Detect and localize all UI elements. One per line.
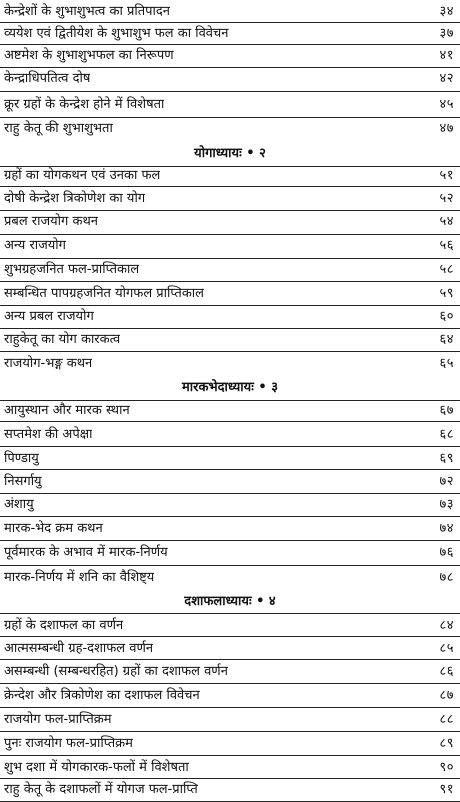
toc-entry bbox=[0, 352, 460, 376]
toc-entry-title: ग्रहों का योगकथन एवं उनका फल bbox=[4, 168, 161, 183]
toc-entry-title: पिण्डायु bbox=[4, 451, 39, 466]
toc-entry-page: ४२ bbox=[439, 71, 454, 86]
toc-entry-title: पुनः राजयोग फल-प्राप्तिक्रम bbox=[4, 736, 133, 751]
toc-entry bbox=[0, 566, 460, 590]
toc-entry-title: मारक-भेद क्रम कथन bbox=[4, 521, 103, 536]
toc-entry-page: ९० bbox=[439, 760, 454, 775]
toc-entry-page: ४७ bbox=[439, 121, 454, 136]
toc-entry-title: प्रबल राजयोग कथन bbox=[4, 214, 98, 229]
toc-entry-page: ७८ bbox=[439, 570, 454, 585]
toc-entry-page: ९१ bbox=[439, 782, 454, 797]
toc-entry bbox=[0, 234, 460, 258]
toc-entry bbox=[0, 187, 460, 211]
toc-entry-page: ८९ bbox=[439, 736, 454, 751]
toc-entry-title: सप्तमेश की अपेक्षा bbox=[4, 427, 93, 442]
toc-entry bbox=[0, 282, 460, 306]
toc-entry-title: शुभ दशा में योगकारक-फलों में विशेषता bbox=[4, 760, 189, 775]
toc-entry-title: अन्य राजयोग bbox=[4, 238, 66, 253]
toc-entry-page: ५६ bbox=[439, 238, 454, 253]
toc-entry bbox=[0, 210, 460, 234]
toc-entry-page: ६७ bbox=[439, 403, 454, 418]
toc-entry-title: आत्मसम्बन्धी ग्रह-दशाफल वर्णन bbox=[4, 641, 154, 656]
toc-entry-page: ८७ bbox=[439, 688, 454, 703]
toc-entry-title: शुभग्रहजनित फल-प्राप्तिकाल bbox=[4, 262, 140, 277]
toc-entry-title: क्रेन्देश और त्रिकोणेश का दशाफल विवेचन bbox=[4, 688, 200, 703]
divider bbox=[0, 421, 460, 422]
toc-entry bbox=[0, 258, 460, 282]
toc-entry-page: ३७ bbox=[439, 26, 454, 41]
toc-entry-title: राहुकेतू का योग कारकत्व bbox=[4, 332, 121, 347]
toc-entry-page: ५१ bbox=[439, 168, 454, 183]
toc-entry-page: ८८ bbox=[439, 712, 454, 727]
toc-entry-page: ६४ bbox=[439, 332, 454, 347]
toc-entry-title: असम्बन्धी (सम्बन्धरहित) ग्रहों का दशाफल वर्णन bbox=[4, 664, 228, 679]
toc-entry-page: ५४ bbox=[439, 214, 454, 229]
chapter-heading: योगाध्यायः • २ bbox=[194, 146, 266, 161]
toc-entry-page: ७६ bbox=[439, 545, 454, 560]
toc-entry-page: ७२ bbox=[439, 474, 454, 489]
toc-entry bbox=[0, 778, 460, 802]
toc-entry bbox=[0, 423, 460, 447]
toc-entry-page: ४५ bbox=[439, 97, 454, 112]
toc-entry-title: मारक-निर्णय में शनि का वैशिष्ट्य bbox=[4, 570, 155, 585]
toc-entry-title: ग्रहों के दशाफल का वर्णन bbox=[4, 618, 124, 633]
toc-entry-title: राहु केतू के दशाफलों में योगज फल-प्राप्ति bbox=[4, 782, 198, 797]
toc-entry-page: ६९ bbox=[439, 451, 454, 466]
toc-entry-title: अष्टमेश के शुभाशुभफल का निरूपण bbox=[4, 48, 174, 63]
toc-entry-title: केन्द्रेशों के शुभाशुभत्व का प्रतिपादन bbox=[4, 4, 171, 19]
toc-entry-page: ५८ bbox=[439, 262, 454, 277]
toc-entry bbox=[0, 328, 460, 352]
toc-entry bbox=[0, 732, 460, 756]
toc-entry bbox=[0, 93, 460, 117]
toc-entry-page: ६५ bbox=[439, 356, 454, 371]
toc-entry-page: ८४ bbox=[439, 618, 454, 633]
divider bbox=[0, 91, 460, 92]
toc-entry-title: अंशायु bbox=[4, 497, 34, 512]
toc-entry-title: अन्य प्रबल राजयोग bbox=[4, 309, 94, 324]
toc-entry-title: केन्द्राधिपतित्व दोष bbox=[4, 71, 91, 86]
toc-entry-page: ६८ bbox=[439, 427, 454, 442]
toc-entry bbox=[0, 684, 460, 708]
toc-entry-title: राजयोग-भङ्ग कथन bbox=[4, 356, 93, 371]
toc-entry-title: राहु केतू की शुभाशुभता bbox=[4, 121, 113, 136]
toc-entry-title: दोषी केन्द्रेश त्रिकोणेश का योग bbox=[4, 191, 146, 206]
toc-entry bbox=[0, 756, 460, 780]
toc-entry bbox=[0, 117, 460, 141]
toc-entry-title: पूर्वमारक के अभाव में मारक-निर्णय bbox=[4, 545, 168, 560]
toc-entry-page: ३४ bbox=[439, 4, 454, 19]
toc-entry bbox=[0, 399, 460, 423]
chapter-heading: मारकभेदाध्यायः • ३ bbox=[182, 380, 278, 395]
toc-entry-page: ७३ bbox=[439, 497, 454, 512]
toc-entry bbox=[0, 637, 460, 661]
toc-entry-title: राजयोग फल-प्राप्तिक्रम bbox=[4, 712, 112, 727]
toc-entry bbox=[0, 493, 460, 517]
toc-entry bbox=[0, 517, 460, 541]
toc-entry bbox=[0, 708, 460, 732]
chapter-heading: दशाफलाध्यायः • ४ bbox=[184, 594, 276, 609]
toc-entry bbox=[0, 660, 460, 684]
toc-entry bbox=[0, 447, 460, 471]
toc-entry-title: क्रूर ग्रहों के केन्द्रेश होने में विशेषता bbox=[4, 97, 165, 112]
toc-entry bbox=[0, 44, 460, 68]
toc-entry-page: ८६ bbox=[439, 664, 454, 679]
toc-entry-page: ८५ bbox=[439, 641, 454, 656]
toc-entry bbox=[0, 614, 460, 638]
toc-entry-page: ६० bbox=[439, 309, 454, 324]
toc-entry bbox=[0, 541, 460, 565]
toc-entry-title: व्ययेश एवं द्वितीयेश के शुभाशुभ फल का विवेचन bbox=[4, 26, 229, 41]
toc-entry-title: सम्बन्धित पापग्रहजनित योगफल प्राप्तिकाल bbox=[4, 286, 204, 301]
toc-entry bbox=[0, 470, 460, 494]
toc-entry bbox=[0, 164, 460, 188]
toc-entry-page: ५२ bbox=[439, 191, 454, 206]
toc-entry-page: ४१ bbox=[439, 48, 454, 63]
toc-entry-title: आयुस्थान और मारक स्थान bbox=[4, 403, 130, 418]
toc-entry-page: ७४ bbox=[439, 521, 454, 536]
toc-entry-page: ५९ bbox=[439, 286, 454, 301]
toc-entry bbox=[0, 22, 460, 46]
toc-entry bbox=[0, 67, 460, 91]
toc-entry-title: निसर्गायु bbox=[4, 474, 42, 489]
toc-entry bbox=[0, 0, 460, 24]
toc-entry bbox=[0, 305, 460, 329]
